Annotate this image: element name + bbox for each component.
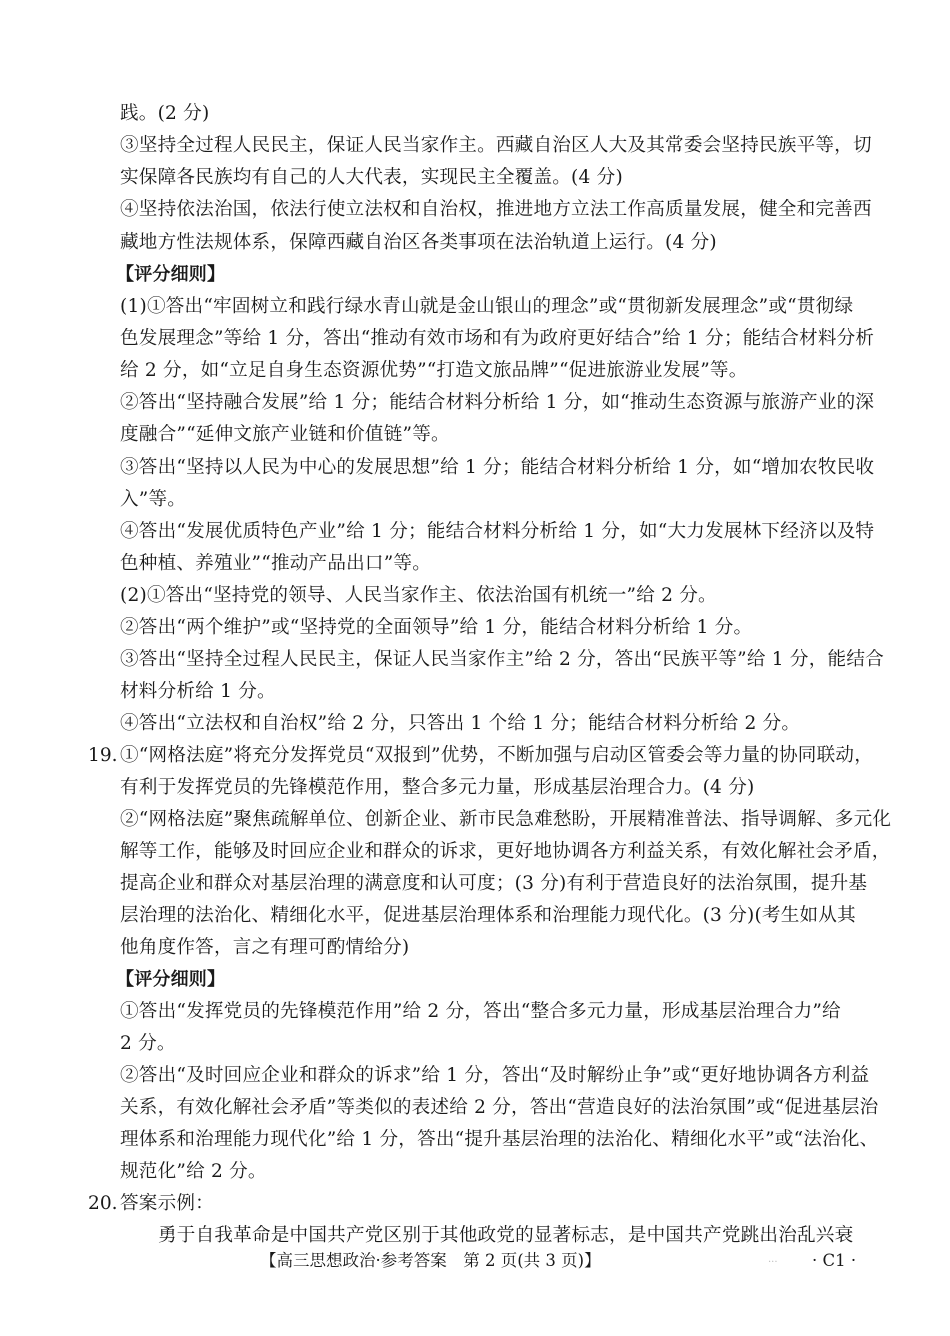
text-line: ④坚持依法治国，依法行使立法权和自治权，推进地方立法工作高质量发展，健全和完善西 [120,199,872,220]
text-line: ②“网格法庭”聚焦疏解单位、创新企业、新市民急难愁盼，开展精准普法、指导调解、多元化 [120,809,892,830]
text-line: 答案示例： [120,1193,214,1214]
text-line: 材料分析给 1 分。 [120,681,276,702]
faint-mark: ... [768,1254,778,1265]
text-line: ③答出“坚持全过程人民民主，保证人民当家作主”给 2 分，答出“民族平等”给 1 分，能结合 [120,649,884,670]
text-line: 层治理的法治化、精细化水平，促进基层治理体系和治理能力现代化。(3 分)(考生如从其 [120,905,856,926]
text-line: ②答出“坚持融合发展”给 1 分；能结合材料分析给 1 分，如“推动生态资源与旅游产业的深 [120,392,875,413]
text-line: 提高企业和群众对基层治理的满意度和认可度；(3 分)有利于营造良好的法治氛围，提升基 [120,873,868,894]
text-line: 理体系和治理能力现代化”给 1 分，答出“提升基层治理的法治化、精细化水平”或“法治化、 [120,1129,879,1150]
text-line: ①答出“发挥党员的先锋模范作用”给 2 分，答出“整合多元力量，形成基层治理合力”给 [120,1001,841,1022]
text-line: (1)①答出“牢固树立和践行绿水青山就是金山银山的理念”或“贯彻新发展理念”或“贯彻绿 [120,296,854,317]
text-line: 藏地方性法规体系，保障西藏自治区各类事项在法治轨道上运行。(4 分) [120,232,717,253]
question-number: 19. [88,745,118,766]
text-line: ②答出“及时回应企业和群众的诉求”给 1 分，答出“及时解纷止争”或“更好地协调各方利益 [120,1065,870,1086]
text-line: (2)①答出“坚持党的领导、人民当家作主、依法治国有机统一”给 2 分。 [120,585,717,606]
text-line: 有利于发挥党员的先锋模范作用，整合多元力量，形成基层治理合力。(4 分) [120,777,755,798]
text-line: 给 2 分，如“立足自身生态资源优势”“打造文旅品牌”“促进旅游业发展”等。 [120,360,748,381]
text-line: 色发展理念”等给 1 分，答出“推动有效市场和有为政府更好结合”给 1 分；能结合材料分析 [120,328,875,349]
text-line: ②答出“两个维护”或“坚持党的全面领导”给 1 分，能结合材料分析给 1 分。 [120,617,753,638]
text-line: 关系，有效化解社会矛盾”等类似的表述给 2 分，答出“营造良好的法治氛围”或“促进基层治 [120,1097,879,1118]
text-line: 色种植、养殖业”“推动产品出口”等。 [120,553,432,574]
text-line: ③答出“坚持以人民为中心的发展思想”给 1 分；能结合材料分析给 1 分，如“增加农牧民收 [120,457,875,478]
text-line: ④答出“发展优质特色产业”给 1 分；能结合材料分析给 1 分，如“大力发展林下经济以及特 [120,521,875,542]
question-number: 20. [88,1193,118,1214]
text-line: 入”等。 [120,489,187,510]
text-line: 践。(2 分) [120,103,210,124]
section-heading: 【评分细则】 [116,264,226,285]
section-heading: 【评分细则】 [116,969,226,990]
text-line: 度融合”“延伸文旅产业链和价值链”等。 [120,424,450,445]
text-line: ④答出“立法权和自治权”给 2 分，只答出 1 个给 1 分；能结合材料分析给 2 分。 [120,713,801,734]
page-code: · C1 · [812,1251,857,1270]
page-footer: 【高三思想政治·参考答案 第 2 页(共 3 页)】 [260,1251,601,1270]
text-line: 实保障各民族均有自己的人大代表，实现民主全覆盖。(4 分) [120,167,623,188]
text-line: ①“网格法庭”将充分发挥党员“双报到”优势，不断加强与启动区管委会等力量的协同联动， [120,745,873,766]
text-line: 勇于自我革命是中国共产党区别于其他政党的显著标志，是中国共产党跳出治乱兴衰 [158,1225,854,1246]
text-line: ③坚持全过程人民民主，保证人民当家作主。西藏自治区人大及其常委会坚持民族平等，切 [120,135,872,156]
text-line: 解等工作，能够及时回应企业和群众的诉求，更好地协调各方利益关系，有效化解社会矛盾， [120,841,891,862]
text-line: 规范化”给 2 分。 [120,1161,267,1182]
text-line: 他角度作答，言之有理可酌情给分) [120,937,410,958]
text-line: 2 分。 [120,1033,176,1054]
